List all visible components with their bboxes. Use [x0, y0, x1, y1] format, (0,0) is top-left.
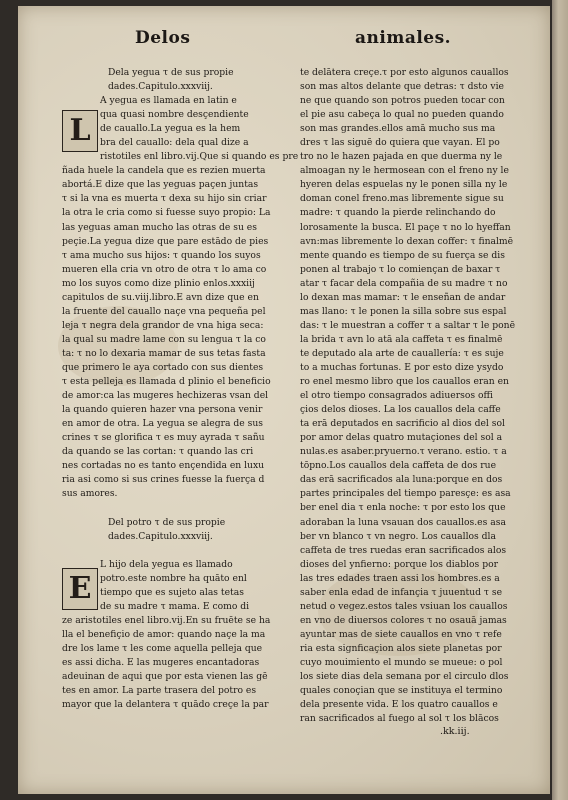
text-line: por amor delas quatro mutaçiones del sol a [300, 432, 503, 444]
text-line: la quando quieren hazer vna persona venir [62, 404, 263, 416]
text-line: bra del cauallo: dela qual dize a [100, 137, 249, 149]
text-line: adoraban la luna vsauan dos cauallos.es asa [300, 516, 506, 528]
text-line: da quando se las cortan: τ quando las cri [62, 446, 254, 458]
text-line: ta erā deputados en sacrificio al dios del sol [300, 418, 505, 430]
text-line: to a muchas fortunas. E por esto dize ysydo [300, 361, 504, 373]
chapter-heading-line: Del potro τ de sus propie [108, 516, 226, 528]
text-line: ro enel mesmo libro que los cauallos eran en [300, 376, 509, 388]
text-line: lla el benefiçio de amor: quando naçe la ma [62, 628, 266, 640]
text-line: tiempo que es sujeto alas tetas [100, 586, 244, 598]
text-line: τ esta pelleja es llamada d plinio el beneficio [62, 376, 271, 388]
text-line: son mas altos delante que detras: τ dsto vie [300, 81, 504, 93]
text-line: capitulos de su.viij.libro.E avn dize que en [62, 291, 259, 303]
text-line: τ si la vna es muerta τ dexa su hijo sin criar [62, 193, 267, 205]
text-line: cuyo mouimiento el mundo se mueue: o pol [300, 656, 503, 668]
text-line: peçie.La yegua dize que pare estādo de pies [62, 235, 269, 247]
text-line: ze aristotiles enel libro.vij.En su fruēte se ha [62, 614, 271, 626]
text-line: que primero le aya cortado con sus dientes [62, 361, 264, 373]
text-line: lo dexan mas mamar: τ le enseñan de andar [300, 291, 506, 303]
text-line: te deputado ala arte de cauallería: τ es suje [300, 347, 504, 359]
text-line: quales conoçian que se instituya el termino [300, 685, 503, 697]
running-header-left: Delos [135, 28, 191, 48]
text-line: crines τ se glorifica τ es muy ayrada τ sañu [62, 432, 265, 444]
text-line: das erā sacrificados ala luna:porque en dos [300, 474, 503, 486]
blank-line [62, 501, 298, 515]
text-line: son mas grandes.ellos amā mucho sus ma [300, 123, 496, 135]
text-line: en vno de diuersos colores τ no osauā jamas [300, 614, 507, 626]
text-line: atar τ facar dela compañia de su madre τ no [300, 277, 508, 289]
text-line: el otro tiempo consagrados adiuersos offi [300, 390, 493, 402]
running-header-right: animales. [355, 28, 452, 48]
text-line: ñada huele la candela que es rezien muerta [62, 165, 266, 177]
text-line: de amor:ca las mugeres hechizeras vsan del [62, 390, 269, 402]
text-line: das: τ le muestran a coffer τ a saltar τ le ponē [300, 319, 516, 331]
text-line: ristotiles enl libro.vij.Que si quando es pre [100, 151, 299, 163]
text-line: ria asi como si sus crines fuesse la fuerça d [62, 474, 265, 486]
text-line: nulas.es asaber.pryuerno.τ verano. estio. τ a [300, 446, 507, 458]
text-line: ta: τ no lo dexaria mamar de sus tetas fasta [62, 347, 266, 359]
text-line: netud o vegez.estos tales vsiuan los cauallos [300, 600, 508, 612]
text-line: dioses del ynfierno: porque los diablos por [300, 558, 498, 570]
text-line: mueren ella cria vn otro de otra τ lo ama co [62, 263, 267, 275]
text-line: tōpno.Los cauallos dela caffeta de dos rue [300, 460, 497, 472]
text-line: adeuinan de aqui que por esta vienen las gē [62, 671, 268, 683]
text-line: la qual su madre lame con su lengua τ la co [62, 333, 266, 345]
text-line: abortá.E dize que las yeguas paçen juntas [62, 179, 259, 191]
decorated-initial: L [62, 110, 98, 152]
text-line: saber enla edad de infançia τ juuentud τ se [300, 586, 503, 598]
text-line: ne que quando son potros pueden tocar con [300, 95, 505, 107]
text-column-left [62, 66, 298, 712]
text-line: la otra le cria como si fuesse suyo propio: La [62, 207, 271, 219]
text-line: L hijo dela yegua es llamado [100, 558, 233, 570]
text-line: las yeguas aman mucho las otras de su es [62, 221, 257, 233]
text-line: dre los lame τ les come aquella pelleja que [62, 642, 263, 654]
blank-line [62, 544, 298, 558]
text-line: es assi dicha. E las mugeres encantadoras [62, 656, 260, 668]
text-line: ayuntar mas de siete cauallos en vno τ refe [300, 628, 502, 640]
text-line: caffeta de tres ruedas eran sacrificados alos [300, 544, 507, 556]
text-column-right [300, 66, 515, 726]
text-line: ria esta signficaçion alos siete planetas por [300, 642, 502, 654]
text-line: tro no le hazen pajada en que duerma ny le [300, 151, 503, 163]
text-line: la fruente del cauallo naçe vna pequeña pel [62, 305, 266, 317]
text-line: A yegua es llamada en latin e [100, 95, 237, 107]
text-line: doman conel freno.mas libremente sigue su [300, 193, 504, 205]
text-line: partes principales del tiempo paresçe: es asa [300, 488, 511, 500]
text-line: dela presente vida. E los quatro cauallos e [300, 699, 498, 711]
text-line: hyeren delas espuelas ny le ponen silla ny le [300, 179, 508, 191]
text-line: la brida τ avn lo atā ala caffeta τ es finalmē [300, 333, 503, 345]
text-line: ber vn blanco τ vn negro. Los cauallos dla [300, 530, 496, 542]
text-line: nes cortadas no es tanto ençendida en luxu [62, 460, 265, 472]
text-line: mo los suyos como dize plinio enlos.xxxiij [62, 277, 255, 289]
text-line: τ ama mucho sus hijos: τ quando los suyos [62, 249, 261, 261]
text-line: ber enel dia τ enla noche: τ por esto los que [300, 502, 506, 514]
text-line: qua quasi nombre desçendiente [100, 109, 249, 121]
text-line: ponen al trabajo τ lo comiençan de baxar τ [300, 263, 501, 275]
text-line: avn:mas libremente lo dexan coffer: τ finalmē [300, 235, 514, 247]
chapter-heading-line: Dela yegua τ de sus propie [108, 67, 234, 78]
chapter-heading-line: dades.Capitulo.xxxviij. [108, 81, 213, 93]
text-line: tes en amor. La parte trasera del potro es [62, 685, 257, 697]
text-line: las tres edades traen assi los hombres.es a [300, 572, 500, 584]
text-line: mayor que la delantera τ quādo creçe la par [62, 699, 269, 711]
text-line: de cauallo.La yegua es la hem [100, 123, 241, 135]
text-line: te delātera creçe.τ por esto algunos cauallos [300, 67, 509, 78]
text-line: sus amores. [62, 488, 118, 500]
text-line: ran sacrificados al fuego al sol τ los blācos [300, 713, 499, 725]
text-line: çios delos dioses. La los cauallos dela caffe [300, 404, 501, 416]
text-line: lorosamente la busca. El paçe τ no lo hyeffan [300, 221, 511, 233]
text-line: madre: τ quando la pierde relinchando do [300, 207, 496, 219]
decorated-initial: E [62, 568, 98, 610]
text-line: mas llano: τ le ponen la silla sobre sus espal [300, 305, 507, 317]
chapter-heading-line: dades.Capitulo.xxxviij. [108, 530, 213, 542]
page-edge-strip [552, 0, 568, 800]
text-line: potro.este nombre ha quāto enl [100, 572, 247, 584]
text-line: leja τ negra dela grandor de vna higa seca: [62, 319, 264, 331]
text-line: almoagan ny le hermosean con el freno ny le [300, 165, 509, 177]
folio-signature: .kk.iij. [440, 726, 470, 737]
text-line: de su madre τ mama. E como di [100, 600, 250, 612]
text-line: mente quando es tiempo de su fuerça se dis [300, 249, 505, 261]
text-line: en amor de otra. La yegua se alegra de sus [62, 418, 263, 430]
text-line: los siete dias dela semana por el circulo dlos [300, 671, 509, 683]
text-line: el pie asu cabeça lo qual no pueden quando [300, 109, 504, 121]
text-line: dres τ las siguē do quiera que vayan. El po [300, 137, 500, 149]
